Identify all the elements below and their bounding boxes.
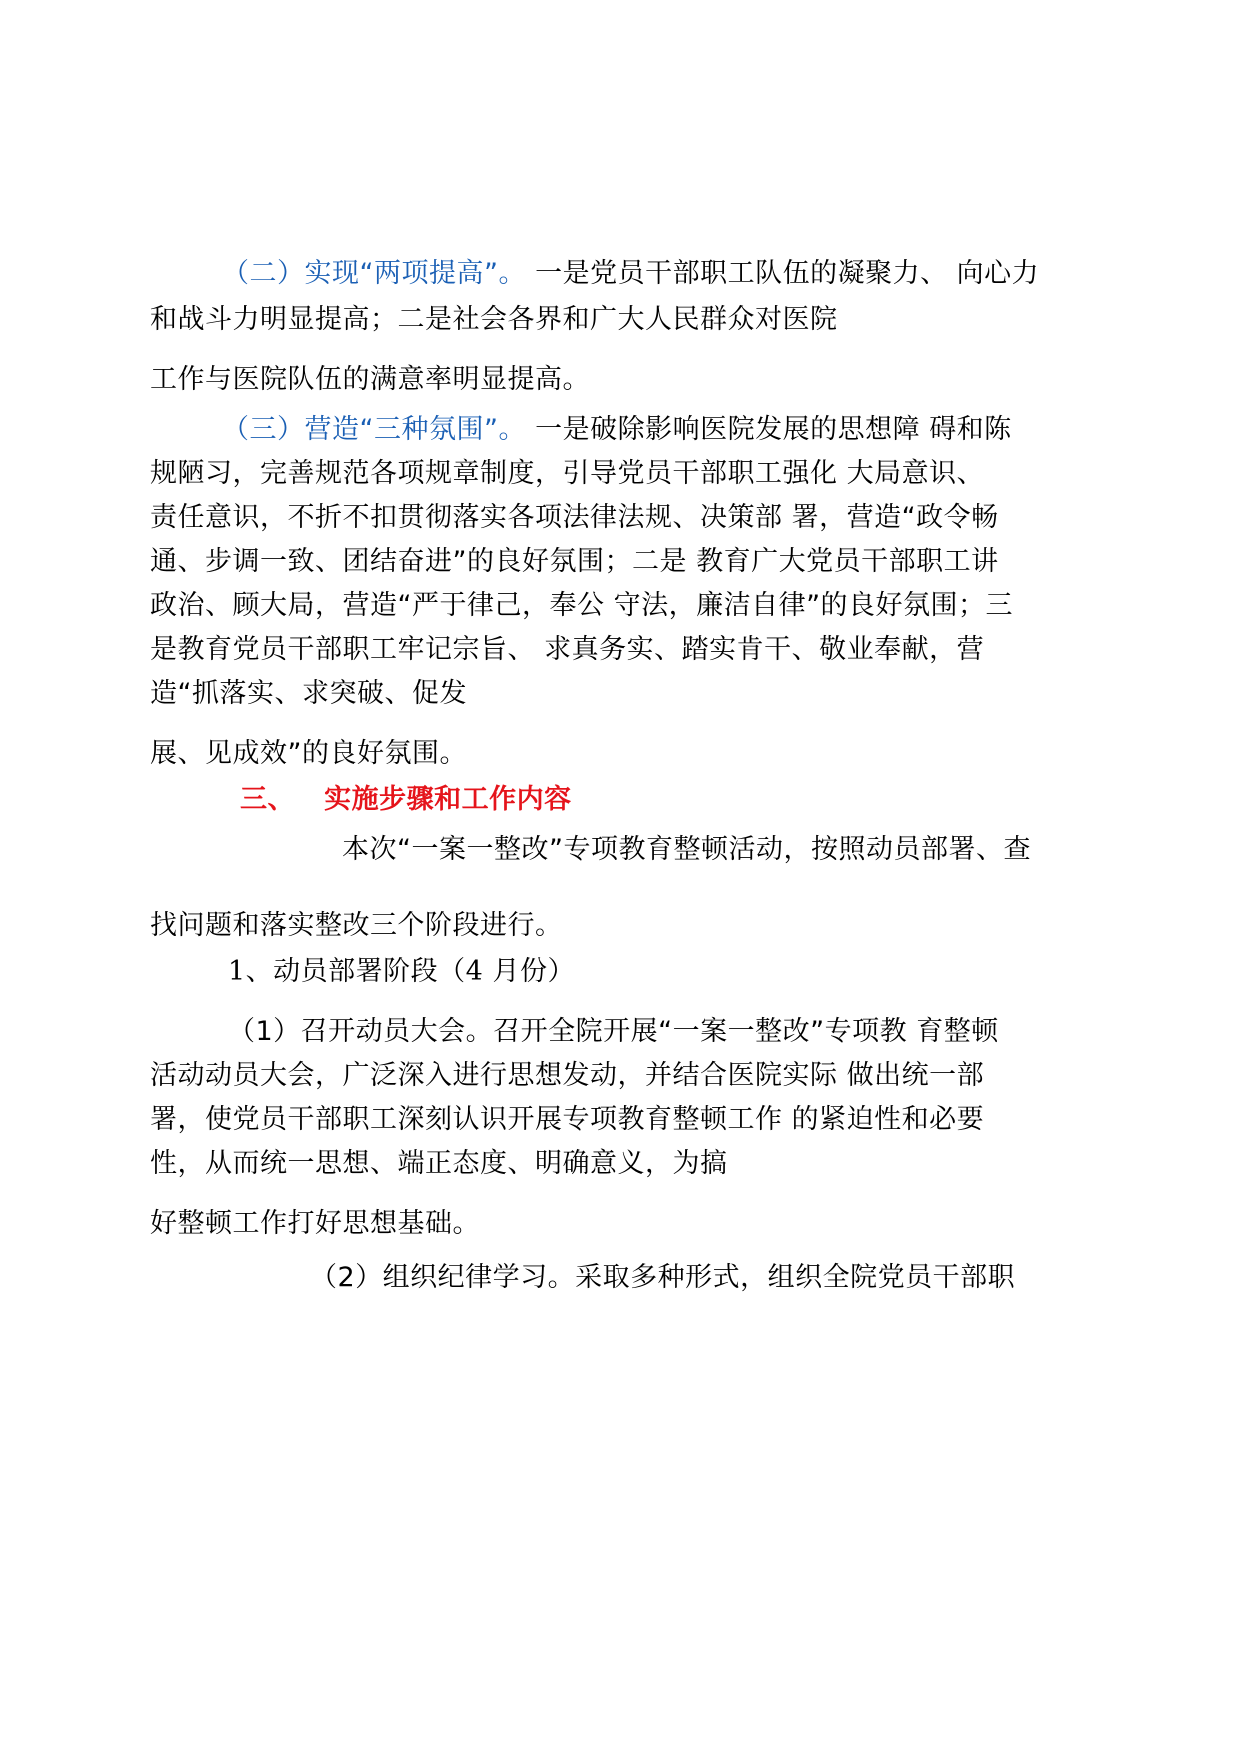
section-3-line-1-text: 一是破除影响医院发展的思想障 碍和陈 xyxy=(535,414,1012,445)
item-2-line-1: （2）组织纪律学习。采取多种形式，组织全院党员干部职 xyxy=(310,1262,1016,1293)
section-3-label-open: （三） xyxy=(222,414,305,445)
item-1-line-1: （1）召开动员大会。召开全院开展“一案一整改”专项教 育整顿 xyxy=(228,1016,999,1047)
heading-3-title: 实施步骤和工作内容 xyxy=(324,784,572,815)
section-3-line-5: 政治、顾大局，营造“严于律己，奉公 守法，廉洁自律”的良好氛围；三 xyxy=(150,590,1014,621)
section-3-line-3: 责任意识，不折不扣贯彻落实各项法律法规、决策部 署，营造“政令畅 xyxy=(150,502,999,533)
section-3-line-7: 造“抓落实、求突破、促发 xyxy=(150,678,467,709)
section-3-line-4: 通、步调一致、团结奋进”的良好氛围；二是 教育广大党员干部职工讲 xyxy=(150,546,999,577)
section-2-label-open: （二） xyxy=(222,258,305,289)
section-2-line-3: 工作与医院队伍的满意率明显提高。 xyxy=(150,364,590,395)
item-1-line-2: 活动动员大会，广泛深入进行思想发动，并结合医院实际 做出统一部 xyxy=(150,1060,985,1091)
section-3-label-title: 营造“三种氛围”。 xyxy=(304,414,526,445)
section-2-line-1-text: 一是党员干部职工队伍的凝聚力、 xyxy=(535,258,948,289)
stage-1-title: 1、动员部署阶段（4 月份） xyxy=(228,956,575,987)
item-1-line-4: 性，从而统一思想、端正态度、明确意义，为搞 xyxy=(150,1148,728,1179)
section-3-line-1 xyxy=(222,414,1012,446)
intro-line-1: 本次“一案一整改”专项教育整顿活动，按照动员部署、查 xyxy=(342,834,1031,865)
item-1-line-3: 署，使党员干部职工深刻认识开展专项教育整顿工作 的紧迫性和必要 xyxy=(150,1104,985,1135)
item-1-line-5: 好整顿工作打好思想基础。 xyxy=(150,1208,480,1239)
intro-line-2: 找问题和落实整改三个阶段进行。 xyxy=(150,910,563,941)
section-2-line-1-end: 向心力 xyxy=(956,258,1040,289)
heading-3 xyxy=(240,784,572,816)
section-3-line-6: 是教育党员干部职工牢记宗旨、 求真务实、踏实肯干、敬业奉献，营 xyxy=(150,634,985,665)
heading-3-number: 三、 xyxy=(240,784,295,815)
section-2-line-2: 和战斗力明显提高；二是社会各界和广大人民群众对医院 xyxy=(150,304,838,335)
section-3-line-2: 规陋习，完善规范各项规章制度，引导党员干部职工强化 大局意识、 xyxy=(150,458,985,489)
section-3-line-8: 展、见成效”的良好氛围。 xyxy=(150,738,467,769)
section-2-label-title: 实现“两项提高”。 xyxy=(304,258,526,289)
section-2-line-1 xyxy=(222,258,1039,290)
